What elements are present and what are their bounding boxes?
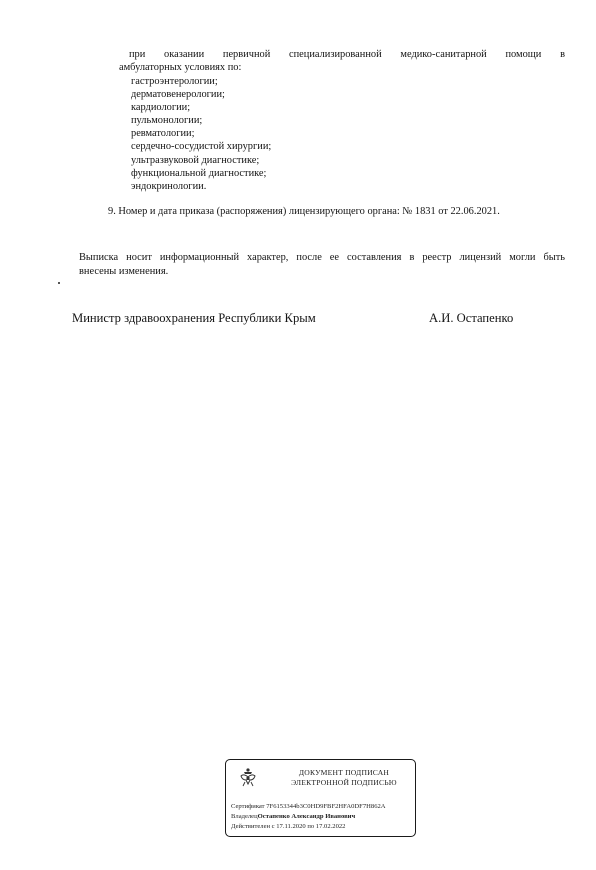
- owner-line: [231, 813, 355, 820]
- specialty-item: сердечно-сосудистой хирургии;: [131, 141, 272, 153]
- specialty-item: функциональной диагностике;: [131, 167, 267, 179]
- specialty-item: гастроэнтерологии;: [131, 76, 218, 87]
- stamp-title-line-1: ДОКУМЕНТ ПОДПИСАН: [298, 768, 390, 777]
- state-emblem-icon: [237, 766, 259, 788]
- specialty-list: [131, 75, 271, 193]
- note-line-2: внесены изменения.: [79, 266, 169, 277]
- stamp-title-line-2: ЭЛЕКТРОННОЙ ПОДПИСЬЮ: [291, 777, 397, 787]
- intro-line-2: амбулаторных условиях по:: [119, 62, 242, 73]
- stamp-title: [284, 768, 404, 787]
- certificate-label: Сертификат: [231, 803, 265, 810]
- signatory-name: А.И. Остапенко: [429, 311, 514, 325]
- owner-label: Владелец: [231, 813, 258, 820]
- digital-signature-stamp: [225, 759, 416, 837]
- specialty-item: дерматовенерологии;: [131, 89, 225, 101]
- license-scope-intro: [119, 48, 565, 74]
- specialty-item: эндокринологии.: [131, 180, 207, 192]
- specialty-item: ревматологии;: [131, 128, 195, 140]
- order-number-item: 9. Номер и дата приказа (распоряжения) лицензирующего органа: № 1831 от 22.06.2021.: [108, 206, 500, 217]
- specialty-item: ультразвуковой диагностике;: [131, 154, 260, 166]
- specialty-item: пульмонологии;: [131, 115, 203, 127]
- certificate-line: [231, 803, 386, 810]
- signatory-position: Министр здравоохранения Республики Крым: [72, 311, 316, 325]
- intro-line-1: при оказании первичной специализированной медико-санитарной помощи в: [129, 49, 565, 60]
- certificate-value: 7F6153344b3C0HD9FBF2HFA0DF7H862A: [266, 803, 386, 810]
- owner-value: Остапенко Александр Иванович: [257, 813, 356, 820]
- note-line-1: Выписка носит информационный характер, после ее составления в реестр лицензий могли быть: [79, 252, 565, 263]
- disclaimer-note: [79, 251, 565, 279]
- scan-speck: [58, 282, 60, 284]
- specialty-item: кардиологии;: [131, 102, 191, 114]
- validity-line: Действителен с 17.11.2020 по 17.02.2022: [231, 823, 346, 830]
